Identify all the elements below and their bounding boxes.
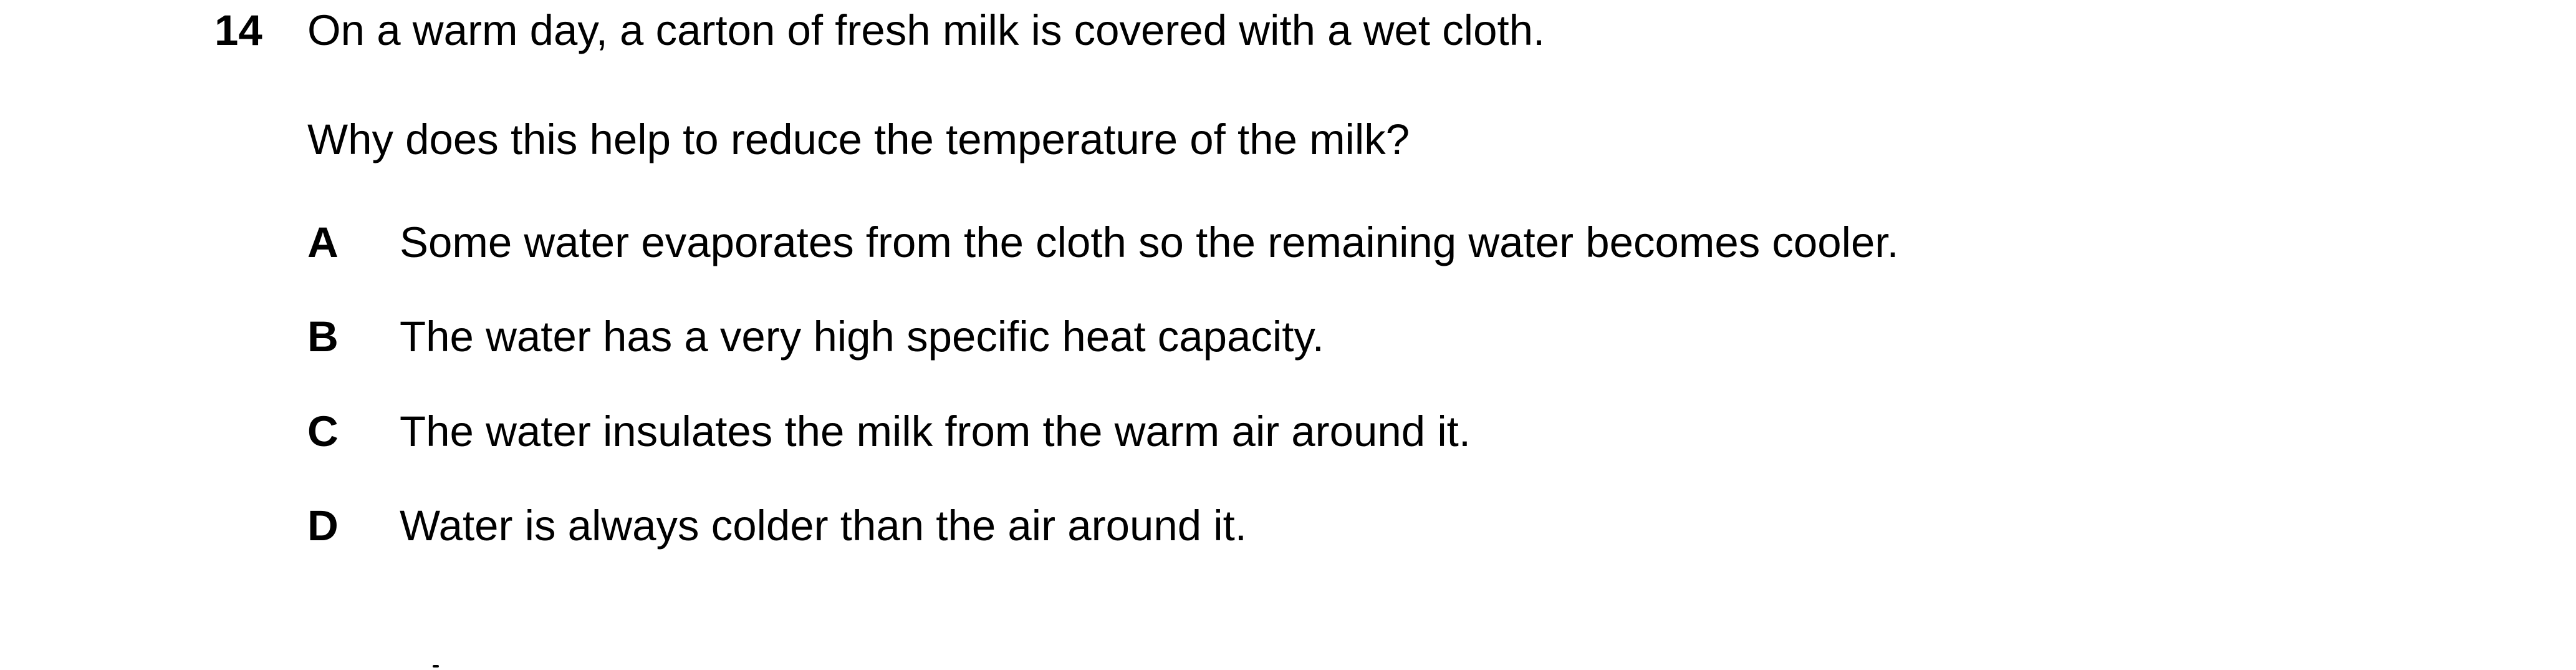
question-stem: On a warm day, a carton of fresh milk is covered with a wet cloth. <box>307 6 1545 54</box>
page-edge-mark <box>433 665 439 668</box>
answer-option-b <box>307 308 2427 366</box>
answer-option-a <box>307 213 2427 272</box>
option-letter: B <box>307 313 339 361</box>
answer-option-c <box>307 402 2427 461</box>
option-text: Water is always colder than the air around it. <box>400 502 1247 550</box>
option-letter: A <box>307 218 339 266</box>
option-text: The water insulates the milk from the warm air around it. <box>400 407 1471 455</box>
option-letter: C <box>307 407 339 455</box>
option-text: Some water evaporates from the cloth so the remaining water becomes cooler. <box>400 218 1899 266</box>
option-letter: D <box>307 502 339 550</box>
answer-option-d <box>307 497 2427 555</box>
question-prompt: Why does this help to reduce the temperature of the milk? <box>307 115 1410 163</box>
option-text: The water has a very high specific heat capacity. <box>400 313 1324 361</box>
question-number: 14 <box>214 6 262 54</box>
